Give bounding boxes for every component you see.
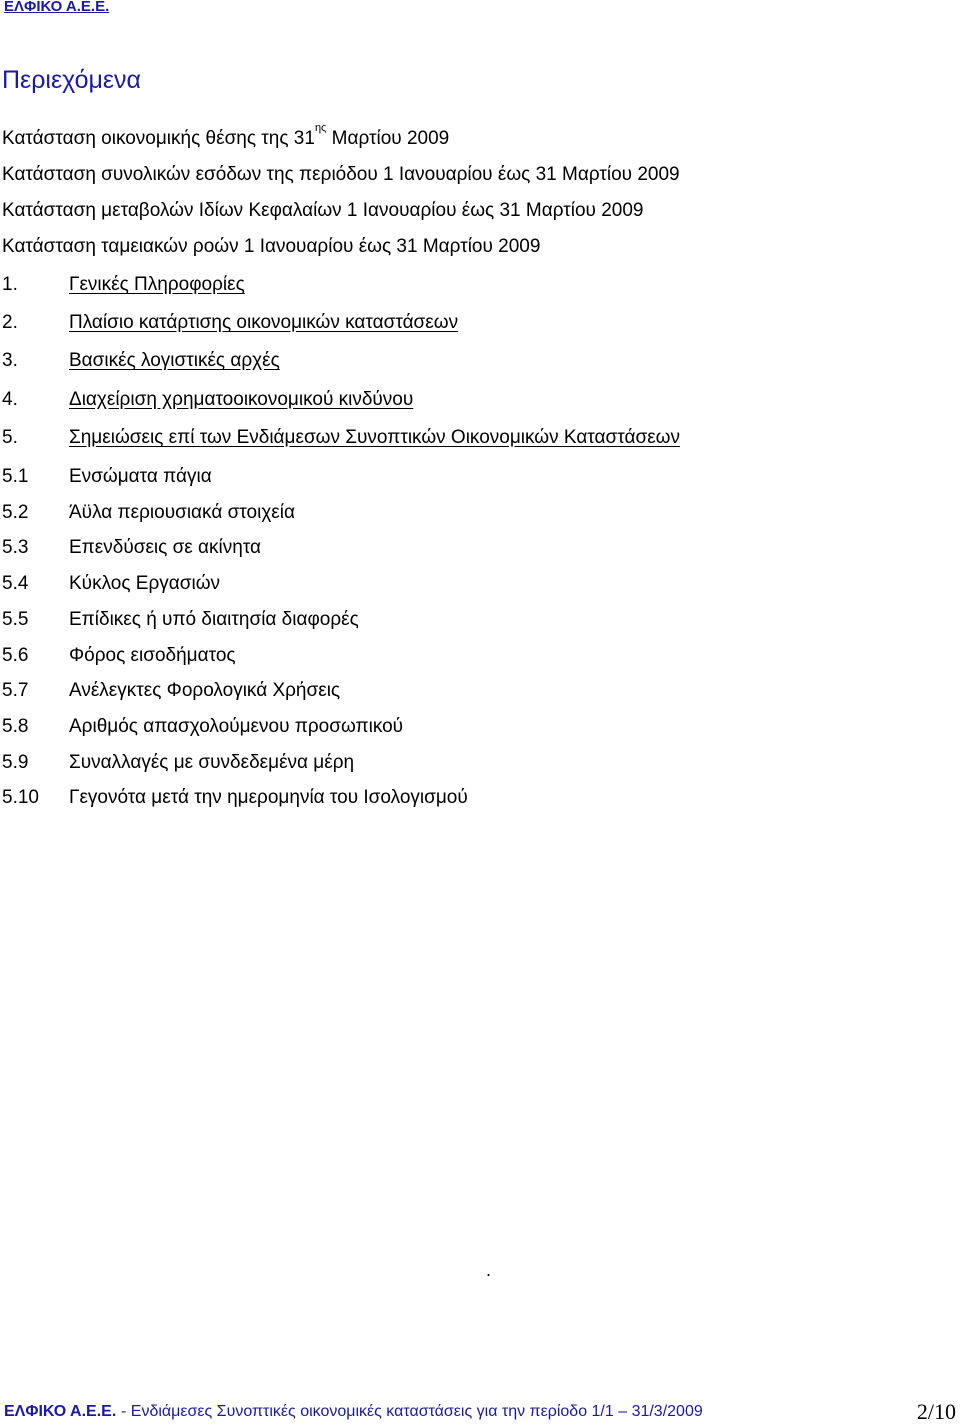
toc-label: Γεγονότα μετά την ημερομηνία του Ισολογισμού bbox=[69, 787, 468, 808]
toc-label: Κύκλος Εργασιών bbox=[69, 573, 221, 594]
toc-link[interactable]: Βασικές λογιστικές αρχές bbox=[69, 350, 280, 371]
toc-number: 3. bbox=[2, 350, 18, 371]
toc-link[interactable]: Διαχείριση χρηματοοικονομικού κινδύνου bbox=[69, 389, 414, 410]
page-footer bbox=[4, 1399, 956, 1424]
toc-number: 5.4 bbox=[2, 573, 29, 594]
toc-number: 5.2 bbox=[2, 502, 29, 523]
stray-dot: . bbox=[486, 1260, 492, 1280]
toc-label: Συναλλαγές με συνδεδεμένα μέρη bbox=[69, 752, 355, 773]
footer-description: - Ενδιάμεσες Συνοπτικές οικονομικές καταστάσεις για την περίοδο 1/1 – 31/3/2009 bbox=[121, 1403, 703, 1420]
toc-label: Άϋλα περιουσιακά στοιχεία bbox=[69, 502, 295, 523]
toc-label: Επίδικες ή υπό διαιτησία διαφορές bbox=[69, 609, 359, 630]
toc-number: 4. bbox=[2, 389, 18, 410]
page-title: Περιεχόμενα bbox=[2, 66, 141, 94]
toc-number: 5.9 bbox=[2, 752, 29, 773]
toc-label: Επενδύσεις σε ακίνητα bbox=[69, 537, 262, 558]
toc-number: 5.7 bbox=[2, 680, 29, 701]
toc-number: 5. bbox=[2, 427, 18, 448]
toc-label: Ενσώματα πάγια bbox=[69, 466, 212, 487]
page-number: 2/10 bbox=[916, 1399, 956, 1424]
toc-link[interactable]: Σημειώσεις επί των Ενδιάμεσων Συνοπτικών Οικονομικών Καταστάσεων bbox=[69, 427, 681, 448]
toc-statement-comprehensive-income[interactable]: Κατάσταση συνολικών εσόδων της περιόδου 1 Ιανουαρίου έως 31 Μαρτίου 2009 bbox=[2, 164, 680, 185]
toc-number: 5.3 bbox=[2, 537, 29, 558]
toc-statement-equity-changes[interactable]: Κατάσταση μεταβολών Ιδίων Κεφαλαίων 1 Ιανουαρίου έως 31 Μαρτίου 2009 bbox=[2, 200, 644, 221]
toc-number: 5.1 bbox=[2, 466, 29, 487]
toc-number: 5.6 bbox=[2, 645, 29, 666]
toc-label: Αριθμός απασχολούμενου προσωπικού bbox=[69, 716, 404, 737]
toc-number: 1. bbox=[2, 274, 18, 295]
toc-number: 5.5 bbox=[2, 609, 29, 630]
toc-number: 5.10 bbox=[2, 787, 39, 808]
toc-number: 5.8 bbox=[2, 716, 29, 737]
toc-label: Ανέλεγκτες Φορολογικά Χρήσεις bbox=[69, 680, 341, 701]
footer-company: ΕΛΦΙΚΟ Α.Ε.Ε. bbox=[4, 1403, 117, 1420]
header-company: ΕΛΦΙΚΟ Α.Ε.Ε. bbox=[4, 0, 110, 15]
toc-statement-financial-position[interactable]: Κατάσταση οικονομικής θέσης της $31^{\eta\varsigma}$ Μαρτίου 2009 bbox=[2, 122, 450, 149]
toc-number: 2. bbox=[2, 312, 18, 333]
toc-link[interactable]: Πλαίσιο κατάρτισης οικονομικών καταστάσεων bbox=[69, 312, 459, 333]
toc-link[interactable]: Γενικές Πληροφορίες bbox=[69, 274, 245, 295]
toc-statement-cash-flows[interactable]: Κατάσταση ταμειακών ροών 1 Ιανουαρίου έως 31 Μαρτίου 2009 bbox=[2, 236, 541, 257]
toc-label: Φόρος εισοδήματος bbox=[69, 645, 236, 666]
